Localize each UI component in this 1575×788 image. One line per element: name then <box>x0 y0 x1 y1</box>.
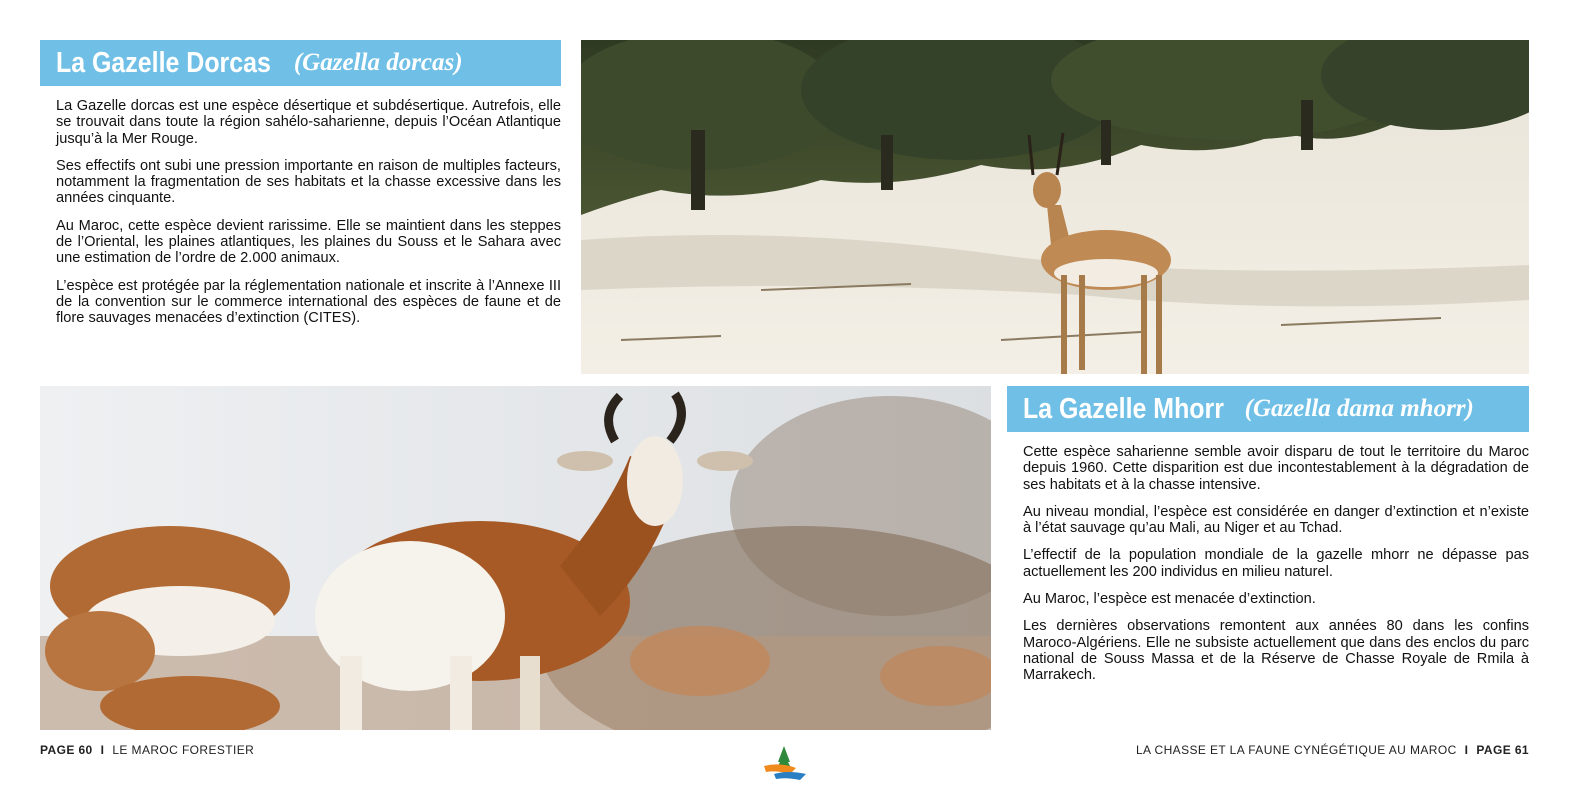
dorcas-paragraph: Au Maroc, cette espèce devient rarissime. Elle se maintient dans les steppes de l’Oriental, les plaines atlantiques, les plaines du Souss et le Sahara avec une estimation de l’ordre de 2.000 animaux. <box>56 217 561 267</box>
mhorr-text <box>1023 444 1529 695</box>
right-running-title: LA CHASSE ET LA FAUNE CYNÉGÉTIQUE AU MAROC <box>1135 743 1457 757</box>
footer-separator: I <box>1464 743 1469 757</box>
mhorr-gazelle-photo <box>40 386 991 730</box>
footer-left <box>40 743 254 757</box>
left-page-number: PAGE 60 <box>40 743 93 757</box>
mhorr-paragraph: Cette espèce saharienne semble avoir disparu de tout le territoire du Maroc depuis 1960. Cette disparition est due incontestablement à la dégradation de ses habitats et à la chasse intensive. <box>1023 444 1529 493</box>
mhorr-paragraph: L’effectif de la population mondiale de la gazelle mhorr ne dépasse pas actuellement les 200 individus en milieu naturel. <box>1023 547 1529 580</box>
dorcas-paragraph: La Gazelle dorcas est une espèce désertique et subdésertique. Autrefois, elle se trouvait dans toute la région sahélo-saharienne, depuis l’Océan Atlantique jusqu’à la Mer Rouge. <box>56 98 561 147</box>
mhorr-scientific-name: (Gazella dama mhorr) <box>1244 395 1474 422</box>
mhorr-heading <box>1007 386 1529 432</box>
dorcas-heading <box>40 40 561 86</box>
footer-separator: I <box>100 743 105 757</box>
mhorr-paragraph: Au Maroc, l’espèce est menacée d’extinction. <box>1023 591 1316 608</box>
publisher-logo-icon <box>760 744 810 782</box>
mhorr-paragraph: Au niveau mondial, l’espèce est considérée en danger d’extinction et n’existe à l’état sauvage qu’au Mali, au Niger et au Tchad. <box>1023 503 1529 537</box>
dorcas-gazelle-photo <box>581 40 1529 374</box>
footer-right <box>1136 743 1529 757</box>
dorcas-scientific-name: (Gazella dorcas) <box>293 49 463 76</box>
dorcas-paragraph: L’espèce est protégée par la réglementation nationale et inscrite à l’Annexe III de la convention sur le commerce international des espèces de faune et de flore sauvages menacées d’extinction (CITES). <box>56 277 561 327</box>
left-running-title: LE MAROC FORESTIER <box>112 743 255 757</box>
mhorr-title: La Gazelle Mhorr <box>1023 392 1224 425</box>
dorcas-title: La Gazelle Dorcas <box>56 46 271 79</box>
dorcas-text <box>56 98 561 338</box>
right-page-number: PAGE 61 <box>1476 743 1529 757</box>
dorcas-paragraph: Ses effectifs ont subi une pression importante en raison de multiples facteurs, notamment la fragmentation de ses habitats et la chasse excessive dans les années cinquante. <box>56 157 561 207</box>
mhorr-paragraph: Les dernières observations remontent aux années 80 dans les confins Maroco-Algériens. Elle ne subsiste actuellement que dans des enclos du parc national de Souss Massa et de la Réserve de Chasse Royale de Rmila à Marrakech. <box>1023 618 1529 684</box>
